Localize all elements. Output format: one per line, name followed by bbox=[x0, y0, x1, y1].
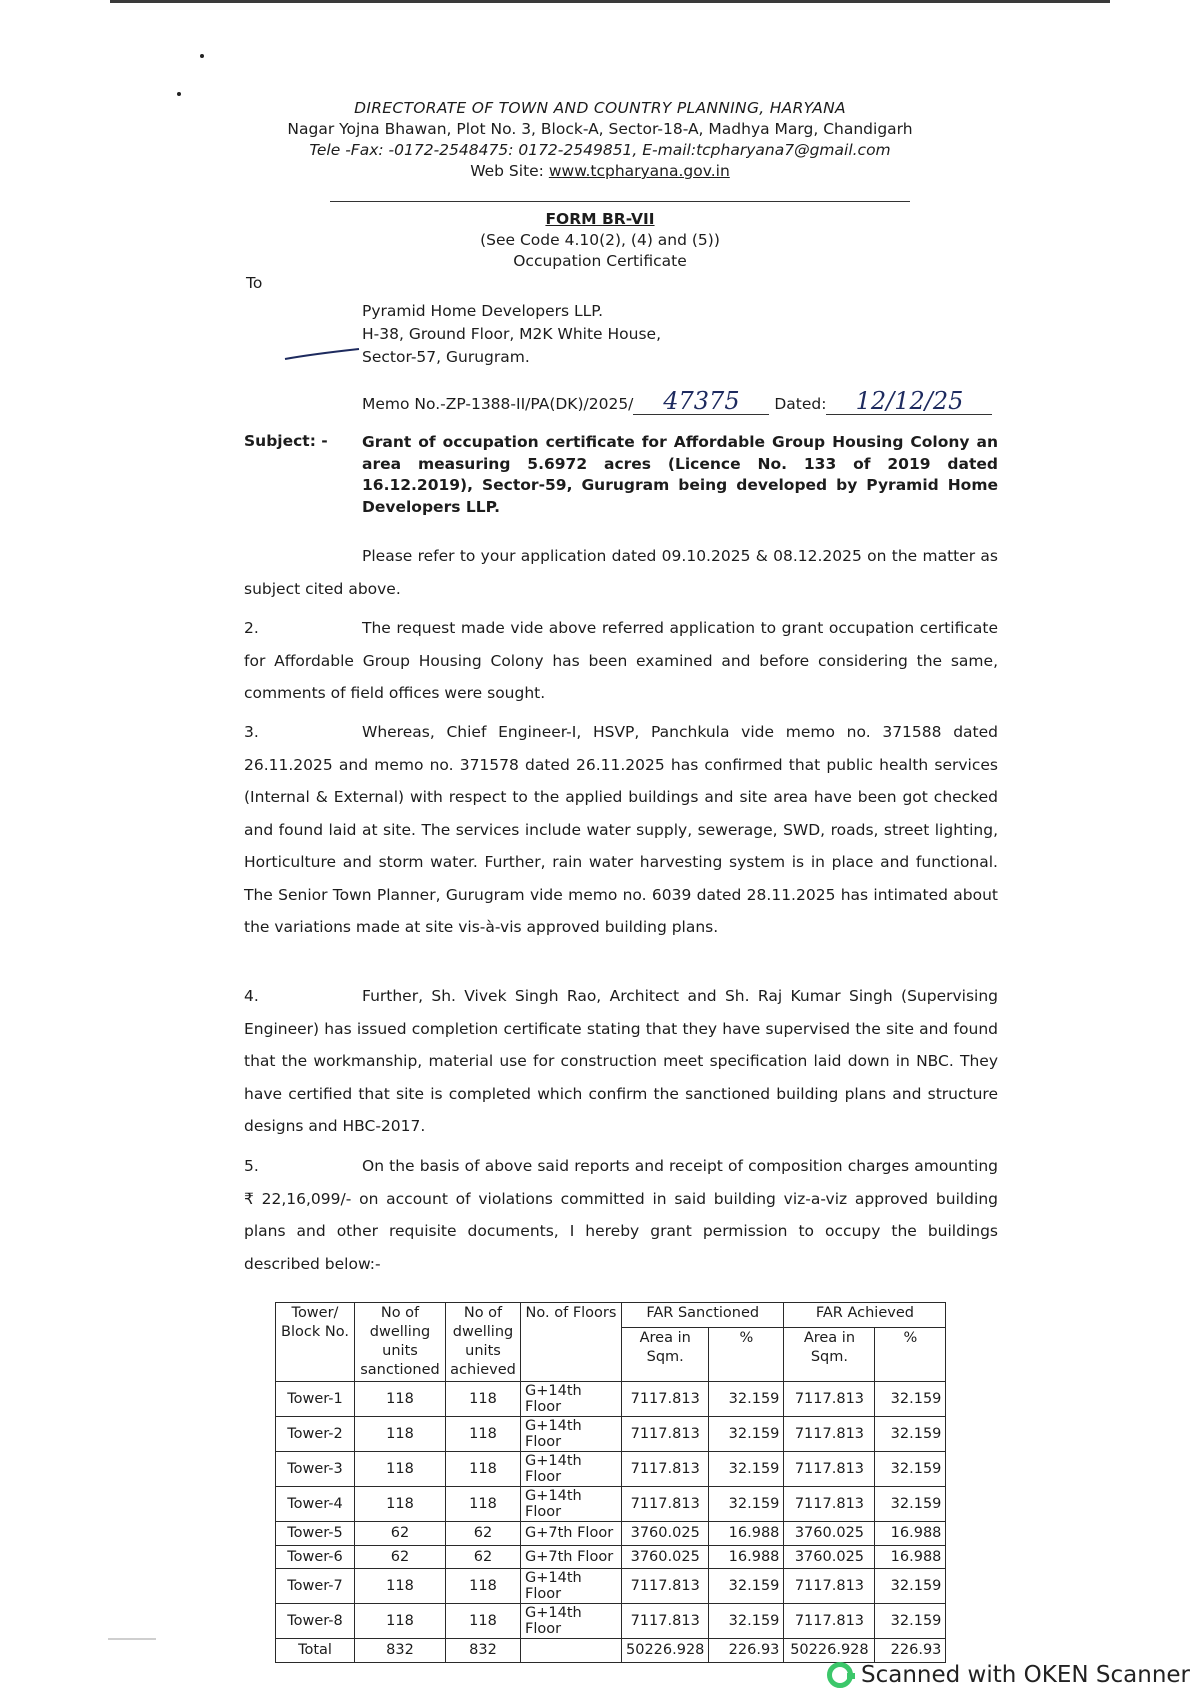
department-address: Nagar Yojna Bhawan, Plot No. 3, Block-A, Sector-18-A, Madhya Marg, Chandigarh bbox=[287, 120, 913, 138]
row-far-sanctioned-pct: 32.159 bbox=[709, 1417, 784, 1452]
scan-speck bbox=[177, 92, 181, 96]
letterhead bbox=[0, 98, 1200, 182]
row-units-achieved: 118 bbox=[446, 1382, 521, 1417]
addressee-line: H-38, Ground Floor, M2K White House, bbox=[362, 325, 662, 343]
table-row bbox=[276, 1604, 946, 1639]
row-far-achieved-pct: 32.159 bbox=[875, 1382, 946, 1417]
table-body bbox=[276, 1382, 946, 1639]
memo-date-handwritten: 12/12/25 bbox=[826, 388, 992, 415]
table-row bbox=[276, 1382, 946, 1417]
header-units-achieved: No of dwelling units achieved bbox=[446, 1303, 521, 1382]
row-far-achieved-pct: 32.159 bbox=[875, 1487, 946, 1522]
paragraph-5 bbox=[244, 1150, 998, 1280]
scanner-watermark bbox=[827, 1662, 1190, 1688]
row-far-sanctioned-pct: 32.159 bbox=[709, 1569, 784, 1604]
row-far-achieved-area: 7117.813 bbox=[784, 1417, 875, 1452]
row-far-sanctioned-pct: 32.159 bbox=[709, 1604, 784, 1639]
row-far-achieved-pct: 16.988 bbox=[875, 1522, 946, 1546]
paragraph-3 bbox=[244, 716, 998, 944]
row-units-achieved: 62 bbox=[446, 1522, 521, 1546]
top-border-line bbox=[110, 0, 1110, 3]
total-far-achieved-area: 50226.928 bbox=[784, 1639, 875, 1663]
memo-line bbox=[362, 388, 992, 415]
occupancy-table bbox=[275, 1302, 946, 1663]
form-title: FORM BR-VII bbox=[545, 210, 655, 228]
row-far-sanctioned-pct: 16.988 bbox=[709, 1545, 784, 1569]
row-tower: Tower-3 bbox=[276, 1452, 355, 1487]
table-row bbox=[276, 1522, 946, 1546]
scanner-watermark-text: Scanned with OKEN Scanner bbox=[861, 1662, 1190, 1688]
website-link[interactable]: www.tcpharyana.gov.in bbox=[548, 162, 730, 180]
total-units-sanctioned: 832 bbox=[355, 1639, 446, 1663]
row-units-achieved: 118 bbox=[446, 1417, 521, 1452]
table-row bbox=[276, 1452, 946, 1487]
row-floors: G+7th Floor bbox=[521, 1545, 622, 1569]
row-far-achieved-pct: 32.159 bbox=[875, 1452, 946, 1487]
website-line bbox=[0, 161, 1200, 182]
header-far-sanctioned-pct: % bbox=[709, 1327, 784, 1381]
header-far-achieved: FAR Achieved bbox=[784, 1303, 946, 1328]
row-tower: Tower-6 bbox=[276, 1545, 355, 1569]
paragraph-text: Further, Sh. Vivek Singh Rao, Architect and Sh. Raj Kumar Singh (Supervising Engineer) has issued completion certificate stating that they have supervised the site and found that the workmanship, material use for construction meet specification laid down in NBC. They have certified that site is completed which confirm the sanctioned building plans and structure designs and HBC-2017. bbox=[244, 987, 998, 1135]
row-far-achieved-area: 7117.813 bbox=[784, 1452, 875, 1487]
row-tower: Tower-5 bbox=[276, 1522, 355, 1546]
margin-mark bbox=[108, 1638, 156, 1640]
row-far-achieved-pct: 32.159 bbox=[875, 1604, 946, 1639]
total-far-achieved-pct: 226.93 bbox=[875, 1639, 946, 1663]
row-far-achieved-area: 7117.813 bbox=[784, 1569, 875, 1604]
header-far-sanctioned-area: Area in Sqm. bbox=[622, 1327, 709, 1381]
row-units-achieved: 62 bbox=[446, 1545, 521, 1569]
paragraph-number: 2. bbox=[244, 619, 259, 637]
addressee-line: Pyramid Home Developers LLP. bbox=[362, 302, 604, 320]
row-units-sanctioned: 118 bbox=[355, 1452, 446, 1487]
header-floors: No. of Floors bbox=[521, 1303, 622, 1382]
row-floors: G+14th Floor bbox=[521, 1382, 622, 1417]
row-units-sanctioned: 118 bbox=[355, 1569, 446, 1604]
header-far-achieved-pct: % bbox=[875, 1327, 946, 1381]
row-tower: Tower-4 bbox=[276, 1487, 355, 1522]
department-contact: Tele -Fax: -0172-2548475: 0172-2549851, E-mail:tcpharyana7@gmail.com bbox=[309, 141, 891, 159]
paragraph-4 bbox=[244, 980, 998, 1143]
paragraph-number: 5. bbox=[244, 1157, 259, 1175]
row-far-sanctioned-area: 3760.025 bbox=[622, 1545, 709, 1569]
total-label: Total bbox=[276, 1639, 355, 1663]
row-far-achieved-area: 3760.025 bbox=[784, 1545, 875, 1569]
row-far-sanctioned-pct: 16.988 bbox=[709, 1522, 784, 1546]
row-far-sanctioned-area: 7117.813 bbox=[622, 1487, 709, 1522]
header-tower: Tower/ Block No. bbox=[276, 1303, 355, 1382]
total-units-achieved: 832 bbox=[446, 1639, 521, 1663]
row-far-sanctioned-area: 7117.813 bbox=[622, 1569, 709, 1604]
header-far-sanctioned: FAR Sanctioned bbox=[622, 1303, 784, 1328]
row-tower: Tower-8 bbox=[276, 1604, 355, 1639]
row-units-achieved: 118 bbox=[446, 1452, 521, 1487]
scan-speck bbox=[200, 54, 204, 58]
paragraph-text: Please refer to your application dated 09.10.2025 & 08.12.2025 on the matter as subject cited above. bbox=[244, 547, 998, 598]
row-far-achieved-area: 7117.813 bbox=[784, 1487, 875, 1522]
row-floors: G+14th Floor bbox=[521, 1452, 622, 1487]
row-units-sanctioned: 62 bbox=[355, 1545, 446, 1569]
table-row bbox=[276, 1487, 946, 1522]
header-units-sanctioned: No of dwelling units sanctioned bbox=[355, 1303, 446, 1382]
row-tower: Tower-1 bbox=[276, 1382, 355, 1417]
paragraph-text: The request made vide above referred application to grant occupation certificate for Affordable Group Housing Colony has been examined and before considering the same, comments of field offices were sought. bbox=[244, 619, 998, 702]
row-units-achieved: 118 bbox=[446, 1569, 521, 1604]
pen-tick-mark bbox=[283, 346, 361, 362]
header-far-achieved-area: Area in Sqm. bbox=[784, 1327, 875, 1381]
row-units-sanctioned: 118 bbox=[355, 1604, 446, 1639]
row-far-achieved-pct: 32.159 bbox=[875, 1417, 946, 1452]
row-units-achieved: 118 bbox=[446, 1487, 521, 1522]
row-floors: G+7th Floor bbox=[521, 1522, 622, 1546]
row-tower: Tower-2 bbox=[276, 1417, 355, 1452]
row-far-achieved-area: 7117.813 bbox=[784, 1382, 875, 1417]
row-far-sanctioned-pct: 32.159 bbox=[709, 1487, 784, 1522]
table-row bbox=[276, 1417, 946, 1452]
row-far-achieved-area: 3760.025 bbox=[784, 1522, 875, 1546]
row-far-sanctioned-pct: 32.159 bbox=[709, 1452, 784, 1487]
row-far-sanctioned-area: 7117.813 bbox=[622, 1382, 709, 1417]
row-units-achieved: 118 bbox=[446, 1604, 521, 1639]
row-units-sanctioned: 118 bbox=[355, 1382, 446, 1417]
subject-text: Grant of occupation certificate for Affordable Group Housing Colony an area measuring 5.6972 acres (Licence No. 133 of 2019 dated 16.12.2019), Sector-59, Gurugram being developed by Pyramid Home Developers LLP. bbox=[362, 433, 998, 516]
table-row bbox=[276, 1545, 946, 1569]
dated-label: Dated: bbox=[774, 395, 827, 413]
memo-prefix: Memo No.-ZP-1388-II/PA(DK)/2025/ bbox=[362, 395, 634, 413]
website-label: Web Site: bbox=[470, 162, 549, 180]
paragraph-1 bbox=[244, 540, 998, 605]
row-far-sanctioned-pct: 32.159 bbox=[709, 1382, 784, 1417]
form-name: Occupation Certificate bbox=[513, 252, 687, 270]
header-divider bbox=[330, 201, 910, 202]
to-label: To bbox=[246, 274, 263, 292]
paragraph-number: 4. bbox=[244, 987, 259, 1005]
row-tower: Tower-7 bbox=[276, 1569, 355, 1604]
department-name: DIRECTORATE OF TOWN AND COUNTRY PLANNING, HARYANA bbox=[354, 99, 846, 117]
row-far-achieved-area: 7117.813 bbox=[784, 1604, 875, 1639]
row-far-achieved-pct: 16.988 bbox=[875, 1545, 946, 1569]
addressee-block bbox=[362, 300, 661, 369]
scanner-logo-icon bbox=[827, 1662, 853, 1688]
row-far-sanctioned-area: 3760.025 bbox=[622, 1522, 709, 1546]
row-units-sanctioned: 118 bbox=[355, 1417, 446, 1452]
paragraph-text: Whereas, Chief Engineer-I, HSVP, Panchkula vide memo no. 371588 dated 26.11.2025 and memo no. 371578 dated 26.11.2025 has confirmed that public health services (Internal & External) with respect to the applied buildings and site area have been got checked and found laid at site. The services include water supply, sewerage, SWD, roads, street lighting, Horticulture and storm water. Further, rain water harvesting system is in place and functional. The Senior Town Planner, Gurugram vide memo no. 6039 dated 28.11.2025 has intimated about the variations made at site vis-à-vis approved building plans. bbox=[244, 723, 998, 936]
row-far-sanctioned-area: 7117.813 bbox=[622, 1604, 709, 1639]
paragraph-number: 3. bbox=[244, 723, 259, 741]
total-floors-empty bbox=[521, 1639, 622, 1663]
table-row bbox=[276, 1569, 946, 1604]
row-floors: G+14th Floor bbox=[521, 1569, 622, 1604]
row-floors: G+14th Floor bbox=[521, 1487, 622, 1522]
paragraph-2 bbox=[244, 612, 998, 710]
row-floors: G+14th Floor bbox=[521, 1604, 622, 1639]
row-floors: G+14th Floor bbox=[521, 1417, 622, 1452]
addressee-line: Sector-57, Gurugram. bbox=[362, 348, 530, 366]
memo-number-handwritten: 47375 bbox=[633, 388, 769, 415]
row-units-sanctioned: 118 bbox=[355, 1487, 446, 1522]
row-far-sanctioned-area: 7117.813 bbox=[622, 1452, 709, 1487]
form-heading bbox=[0, 209, 1200, 272]
table-total-row bbox=[276, 1639, 946, 1663]
row-far-achieved-pct: 32.159 bbox=[875, 1569, 946, 1604]
total-far-sanctioned-pct: 226.93 bbox=[709, 1639, 784, 1663]
total-far-sanctioned-area: 50226.928 bbox=[622, 1639, 709, 1663]
row-far-sanctioned-area: 7117.813 bbox=[622, 1417, 709, 1452]
paragraph-text: On the basis of above said reports and receipt of composition charges amounting ₹ 22,16,099/- on account of violations committed in said building viz-a-viz approved building plans and other requisite documents, I hereby grant permission to occupy the buildings described below:- bbox=[244, 1157, 998, 1273]
row-units-sanctioned: 62 bbox=[355, 1522, 446, 1546]
subject-label: Subject: - bbox=[244, 432, 328, 450]
form-code-reference: (See Code 4.10(2), (4) and (5)) bbox=[480, 231, 720, 249]
